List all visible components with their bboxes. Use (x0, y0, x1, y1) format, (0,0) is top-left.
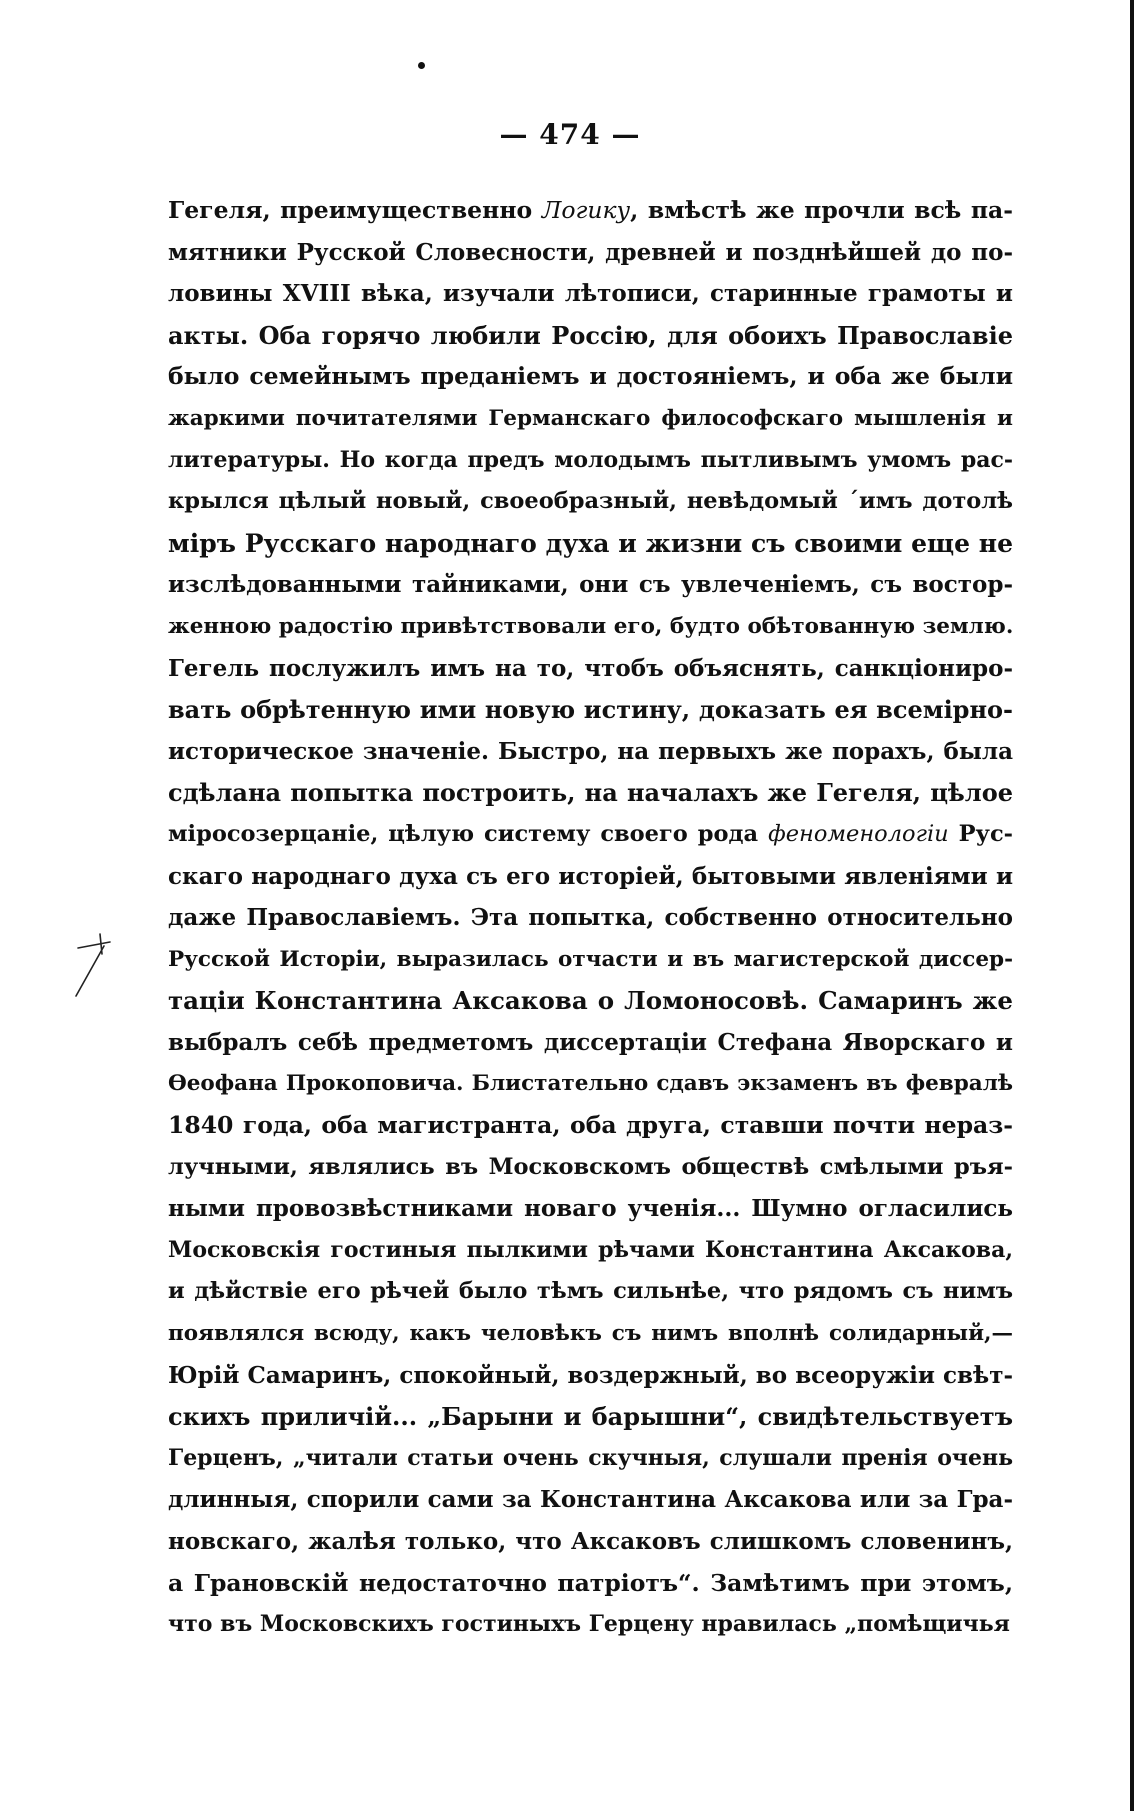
text-line: скаго народнаго духа съ его исторіей, бытовыми явленіями и (168, 862, 1013, 890)
body-text (168, 190, 1013, 1646)
text-line: Ѳеофана Прокоповича. Блистательно сдавъ экзаменъ въ февралѣ (168, 1071, 1013, 1097)
text-line: міръ Русскаго народнаго духа и жизни съ своими еще не (168, 528, 1013, 558)
text-line: Московскія гостиныя пылкими рѣчами Константина Аксакова, (168, 1236, 1013, 1263)
ink-dot (418, 62, 425, 69)
text-line: что въ Московскихъ гостиныхъ Герцену нравилась „помѣщичья (168, 1611, 1010, 1638)
text-line: скихъ приличій... „Барыни и барышни“, свидѣтельствуетъ (168, 1402, 1013, 1432)
text-line: Герценъ, „читали статьи очень скучныя, слушали пренія очень (168, 1444, 1013, 1471)
text-line: Гегель послужилъ имъ на то, чтобъ объяснять, санкціониро- (168, 654, 1013, 682)
page-number: — 474 — (499, 118, 641, 151)
text-line: сдѣлана попытка построить, на началахъ же Гегеля, цѣлое (168, 778, 1013, 808)
text-line: Русской Исторіи, выразилась отчасти и въ магистерской диссер- (168, 946, 1013, 972)
margin-pencil-mark (70, 932, 130, 1002)
emphasized-word: феноменологіи (768, 820, 949, 847)
text-line: изслѣдованными тайниками, они съ увлеченіемъ, съ востор- (168, 571, 1013, 599)
text-line: Юрій Самаринъ, спокойный, воздержный, во всеоружіи свѣт- (168, 1361, 1013, 1389)
text-line: выбралъ себѣ предметомъ диссертаціи Стефана Яворскаго и (168, 1028, 1013, 1056)
text-line: было семейнымъ преданіемъ и достояніемъ, и оба же были (168, 362, 1013, 391)
text-line: новскаго, жалѣя только, что Аксаковъ слишкомъ словенинъ, (168, 1528, 1013, 1555)
text-line: ловины XVIII вѣка, изучали лѣтописи, старинные грамоты и (168, 280, 1013, 308)
text-line: вать обрѣтенную ими новую истину, доказать ея всемірно- (168, 695, 1013, 725)
text-line: жаркими почитателями Германскаго философскаго мышленія и (168, 405, 1013, 431)
text-line: литературы. Но когда предъ молодымъ пытливымъ умомъ рас- (168, 446, 1013, 473)
text-line: ными провозвѣстниками новаго ученія... Шумно огласились (168, 1195, 1013, 1223)
text-line: мятники Русской Словесности, древней и позднѣйшей до по- (168, 238, 1013, 266)
text-line: женною радостію привѣтствовали его, будто обѣтованную землю. (168, 613, 1013, 639)
text-line: міросозерцаніе, цѣлую систему своего рода феноменологіи Рус- (168, 820, 1013, 847)
text-line: Гегеля, преимущественно Логику, вмѣстѣ же прочли всѣ па- (168, 196, 1013, 224)
text-line: а Грановскій недостаточно патріотъ“. Замѣтимъ при этомъ, (168, 1568, 1013, 1597)
text-line: даже Православіемъ. Эта попытка, собственно относительно (168, 904, 1013, 932)
text-line: историческое значеніе. Быстро, на первыхъ же порахъ, была (168, 737, 1013, 765)
text-line: появлялся всюду, какъ человѣкъ съ нимъ вполнѣ солидарный,— (168, 1321, 1013, 1347)
text-line: таціи Константина Аксакова о Ломоносовѣ. Самаринъ же (168, 986, 1013, 1016)
text-line: крылся цѣлый новый, своеобразный, невѣдомый ´имъ дотолѣ (168, 488, 1013, 515)
emphasized-word: Логику (541, 196, 631, 224)
text-line: акты. Оба горячо любили Россію, для обоихъ Православіе (168, 320, 1013, 350)
text-line: длинныя, спорили сами за Константина Аксакова или за Гра- (168, 1486, 1013, 1514)
page-edge-line (1130, 0, 1134, 1811)
text-line: лучными, являлись въ Московскомъ обществѣ смѣлыми ръя- (168, 1153, 1013, 1180)
text-line: 1840 года, оба магистранта, оба друга, ставши почти нераз- (168, 1111, 1013, 1140)
text-line: и дѣйствіе его рѣчей было тѣмъ сильнѣе, что рядомъ съ нимъ (168, 1278, 1013, 1305)
